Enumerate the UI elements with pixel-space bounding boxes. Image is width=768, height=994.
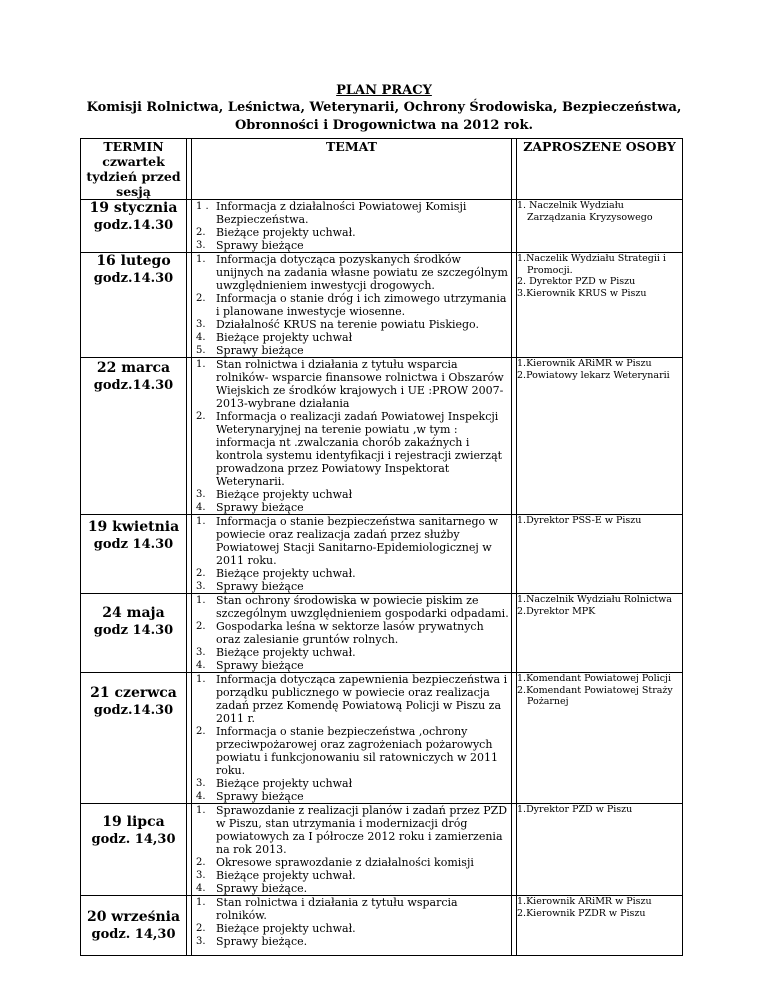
topic-number: 2.: [196, 621, 206, 632]
meeting-date-cell: [81, 804, 187, 896]
topic-number: 4.: [196, 791, 206, 802]
invited-persons-cell: [517, 200, 683, 253]
topic-number: 2.: [196, 726, 206, 737]
topic-item: [192, 856, 511, 869]
topic-number: 1.: [196, 359, 206, 370]
header-termin: TERMIN czwartek tydzień przed sesją: [81, 139, 187, 200]
invited-persons-cell: [517, 515, 683, 594]
topic-number: 1 .: [196, 201, 209, 212]
table-row: [81, 594, 683, 673]
invited-person: 1.Dyrektor PZD w Piszu: [517, 804, 633, 815]
topic-cell: [192, 594, 512, 673]
meeting-date-cell: [81, 358, 187, 515]
topic-item: [192, 777, 511, 790]
meeting-day: 24 maja: [102, 605, 165, 621]
topic-text: Bieżące projekty uchwał: [216, 488, 353, 501]
topic-number: 1.: [196, 254, 206, 265]
topic-text: Bieżące projekty uchwał: [216, 331, 353, 344]
topic-number: 4.: [196, 883, 206, 894]
topic-text: Bieżące projekty uchwał: [216, 777, 353, 790]
meeting-day: 19 stycznia: [89, 200, 178, 216]
table-row: [81, 673, 683, 804]
invited-person: 1.Naczelnik Wydziału Rolnictwa: [517, 594, 672, 605]
topic-item: [192, 673, 511, 725]
topic-text: Informacja o stanie dróg i ich zimowego utrzymania i planowane inwestycje wiosenne.: [216, 292, 507, 318]
topic-item: [192, 567, 511, 580]
invited-person: 1.Naczelik Wydziału Strategii i Promocji.: [517, 253, 666, 276]
topic-number: 2.: [196, 227, 206, 238]
topic-text: Sprawy bieżące: [216, 344, 304, 357]
topic-number: 2.: [196, 857, 206, 868]
meeting-day: 21 czerwca: [90, 685, 177, 701]
topic-text: Informacja z działalności Powiatowej Komisji Bezpieczeństwa.: [216, 200, 467, 226]
topic-list: [192, 804, 511, 895]
topic-number: 2.: [196, 923, 206, 934]
topic-cell: [192, 896, 512, 956]
topic-number: 3.: [196, 870, 206, 881]
topic-item: [192, 882, 511, 895]
meeting-day: 20 września: [86, 909, 181, 925]
page-title: PLAN PRACY: [336, 83, 432, 98]
page-subtitle-line-1: Komisji Rolnictwa, Leśnictwa, Weterynarii, Ochrony Środowiska, Bezpieczeństwa,: [86, 100, 682, 115]
topic-cell: [192, 804, 512, 896]
topic-item: [192, 659, 511, 672]
topic-item: [192, 594, 511, 620]
topic-list: [192, 358, 511, 514]
topic-text: Działalność KRUS na terenie powiatu Piskiego.: [216, 318, 479, 331]
topic-number: 3.: [196, 489, 206, 500]
topic-text: Stan rolnictwa i działania z tytułu wsparcia rolników.: [216, 896, 458, 922]
topic-list: [192, 673, 511, 803]
invited-persons-cell: [517, 896, 683, 956]
topic-text: Informacja o stanie bezpieczeństwa ,ochrony przeciwpożarowej oraz zagrożeniach pożarowych powiatu i funkcjonowaniu sil ratowniczych w 2011 roku.: [216, 725, 499, 777]
topic-list: [192, 594, 511, 672]
topic-text: Okresowe sprawozdanie z działalności komisji: [216, 856, 474, 869]
topic-item: [192, 239, 511, 252]
topic-item: [192, 869, 511, 882]
table-row: [81, 253, 683, 358]
invited-persons-cell: [517, 594, 683, 673]
topic-item: [192, 935, 511, 948]
topic-number: 1.: [196, 595, 206, 606]
invited-person: 1.Komendant Powiatowej Policji: [517, 673, 671, 684]
topic-item: [192, 410, 511, 488]
table-header-row: [81, 139, 683, 200]
invited-person: 1.Kierownik ARiMR w Piszu: [517, 896, 652, 907]
invited-person: 2. Dyrektor PZD w Piszu: [517, 276, 636, 287]
topic-text: Sprawy bieżące: [216, 501, 304, 514]
header-zaproszeni: ZAPROSZENE OSOBY: [517, 139, 683, 200]
topic-number: 1.: [196, 897, 206, 908]
table-row: [81, 896, 683, 956]
topic-number: 5.: [196, 345, 206, 356]
topic-list: [192, 896, 511, 948]
topic-text: Sprawy bieżące: [216, 790, 304, 803]
meeting-date-cell: [81, 253, 187, 358]
topic-item: [192, 922, 511, 935]
topic-list: [192, 253, 511, 357]
invited-person: 3.Kierownik KRUS w Piszu: [517, 287, 647, 299]
topic-item: [192, 790, 511, 803]
topic-number: 3.: [196, 581, 206, 592]
topic-item: [192, 344, 511, 357]
topic-item: [192, 501, 511, 514]
topic-text: Bieżące projekty uchwał.: [216, 646, 356, 659]
meeting-time: godz.14.30: [93, 218, 174, 233]
topic-number: 4.: [196, 332, 206, 343]
topic-number: 1.: [196, 674, 206, 685]
invited-person: 1.Dyrektor PSS-E w Piszu: [517, 515, 642, 526]
invited-persons-cell: [517, 253, 683, 358]
topic-text: Bieżące projekty uchwał.: [216, 922, 356, 935]
topic-text: Sprawozdanie z realizacji planów i zadań przez PZD w Piszu, stan utrzymania i modernizacji dróg powiatowych za I półrocze 2012 roku i zamierzenia na rok 2013.: [216, 804, 508, 856]
topic-number: 4.: [196, 502, 206, 513]
invited-persons-cell: [517, 804, 683, 896]
topic-text: Sprawy bieżące.: [216, 882, 308, 895]
topic-text: Sprawy bieżące: [216, 580, 304, 593]
meeting-time: godz.14.30: [93, 378, 174, 393]
table-row: [81, 358, 683, 515]
topic-item: [192, 620, 511, 646]
work-plan-table: [80, 138, 683, 956]
invited-person: 1. Naczelnik Wydziału Zarządzania Kryzysowego: [517, 200, 653, 223]
topic-item: [192, 646, 511, 659]
topic-item: [192, 358, 511, 410]
topic-item: [192, 331, 511, 344]
invited-person: 2.Powiatowy lekarz Weterynarii: [517, 369, 670, 381]
meeting-time: godz.14.30: [93, 703, 174, 718]
topic-text: Gospodarka leśna w sektorze lasów prywatnych oraz zalesianie gruntów rolnych.: [216, 620, 484, 646]
topic-text: Sprawy bieżące.: [216, 935, 308, 948]
topic-text: Informacja o stanie bezpieczeństwa sanitarnego w powiecie oraz realizacja zadań przez służby Powiatowej Stacji Sanitarno-Epidemiologicznej w 2011 roku.: [216, 515, 499, 567]
invited-person: 1.Kierownik ARiMR w Piszu: [517, 358, 652, 369]
meeting-day: 19 kwietnia: [87, 519, 180, 535]
topic-text: Stan rolnictwa i działania z tytułu wsparcia rolników- wsparcie finansowe rolnictwa i Obszarów Wiejskich ze środków krajowych i UE :PROW 2007-2013-wybrane działania: [216, 358, 504, 410]
topic-number: 2.: [196, 293, 206, 304]
topic-cell: [192, 200, 512, 253]
topic-item: [192, 253, 511, 292]
topic-text: Sprawy bieżące: [216, 239, 304, 252]
table-row: [81, 200, 683, 253]
meeting-time: godz. 14,30: [91, 927, 176, 942]
meeting-date-cell: [81, 200, 187, 253]
meeting-time: godz 14.30: [93, 537, 174, 552]
topic-text: Bieżące projekty uchwał.: [216, 226, 356, 239]
meeting-date-cell: [81, 896, 187, 956]
topic-number: 3.: [196, 778, 206, 789]
meeting-day: 22 marca: [96, 360, 171, 376]
meeting-day: 16 lutego: [96, 253, 171, 269]
topic-item: [192, 896, 511, 922]
meeting-time: godz. 14,30: [91, 832, 176, 847]
topic-text: Informacja dotycząca zapewnienia bezpieczeństwa i porządku publicznego w powiecie oraz realizacja zadań przez Komendę Powiatową Policji w Piszu za 2011 r.: [216, 673, 508, 725]
invited-person: 2.Kierownik PZDR w Piszu: [517, 907, 646, 919]
topic-cell: [192, 673, 512, 804]
topic-item: [192, 725, 511, 777]
invited-person: 2.Komendant Powiatowej Straży Pożarnej: [517, 684, 673, 707]
topic-number: 2.: [196, 568, 206, 579]
topic-number: 3.: [196, 647, 206, 658]
table-row: [81, 804, 683, 896]
meeting-date-cell: [81, 594, 187, 673]
topic-cell: [192, 358, 512, 515]
header-temat: TEMAT: [192, 139, 512, 200]
topic-number: 3.: [196, 240, 206, 251]
topic-number: 2.: [196, 411, 206, 422]
topic-item: [192, 515, 511, 567]
invited-persons-cell: [517, 673, 683, 804]
topic-text: Bieżące projekty uchwał.: [216, 869, 356, 882]
meeting-date-cell: [81, 515, 187, 594]
topic-text: Sprawy bieżące: [216, 659, 304, 672]
topic-item: [192, 292, 511, 318]
topic-cell: [192, 253, 512, 358]
table-row: [81, 515, 683, 594]
meeting-date-cell: [81, 673, 187, 804]
topic-number: 3.: [196, 936, 206, 947]
topic-number: 4.: [196, 660, 206, 671]
topic-number: 1.: [196, 516, 206, 527]
invited-person: 2.Dyrektor MPK: [517, 605, 596, 617]
meeting-time: godz 14.30: [93, 623, 174, 638]
meeting-time: godz.14.30: [93, 271, 174, 286]
topic-list: [192, 200, 511, 252]
topic-item: [192, 226, 511, 239]
topic-text: Informacja o realizacji zadań Powiatowej Inspekcji Weterynaryjnej na terenie powiatu ,w tym : informacja nt .zwalczania chorób zakaźnych i kontrola systemu identyfikacji i rejestracji zwierząt prowadzona przez Powiatowy Inspektorat Weterynarii.: [216, 410, 503, 488]
topic-text: Informacja dotycząca pozyskanych środków unijnych na zadania własne powiatu ze szczególnym uwzględnieniem inwestycji drogowych.: [216, 253, 508, 292]
topic-item: [192, 580, 511, 593]
topic-item: [192, 804, 511, 856]
topic-text: Stan ochrony środowiska w powiecie piskim ze szczególnym uwzględnieniem gospodarki odpadami.: [216, 594, 509, 620]
invited-persons-cell: [517, 358, 683, 515]
topic-number: 1.: [196, 805, 206, 816]
topic-item: [192, 200, 511, 226]
topic-text: Bieżące projekty uchwał.: [216, 567, 356, 580]
topic-number: 3.: [196, 319, 206, 330]
topic-item: [192, 318, 511, 331]
page-subtitle-line-2: Obronności i Drogownictwa na 2012 rok.: [234, 118, 534, 133]
topic-item: [192, 488, 511, 501]
topic-cell: [192, 515, 512, 594]
topic-list: [192, 515, 511, 593]
meeting-day: 19 lipca: [102, 814, 165, 830]
